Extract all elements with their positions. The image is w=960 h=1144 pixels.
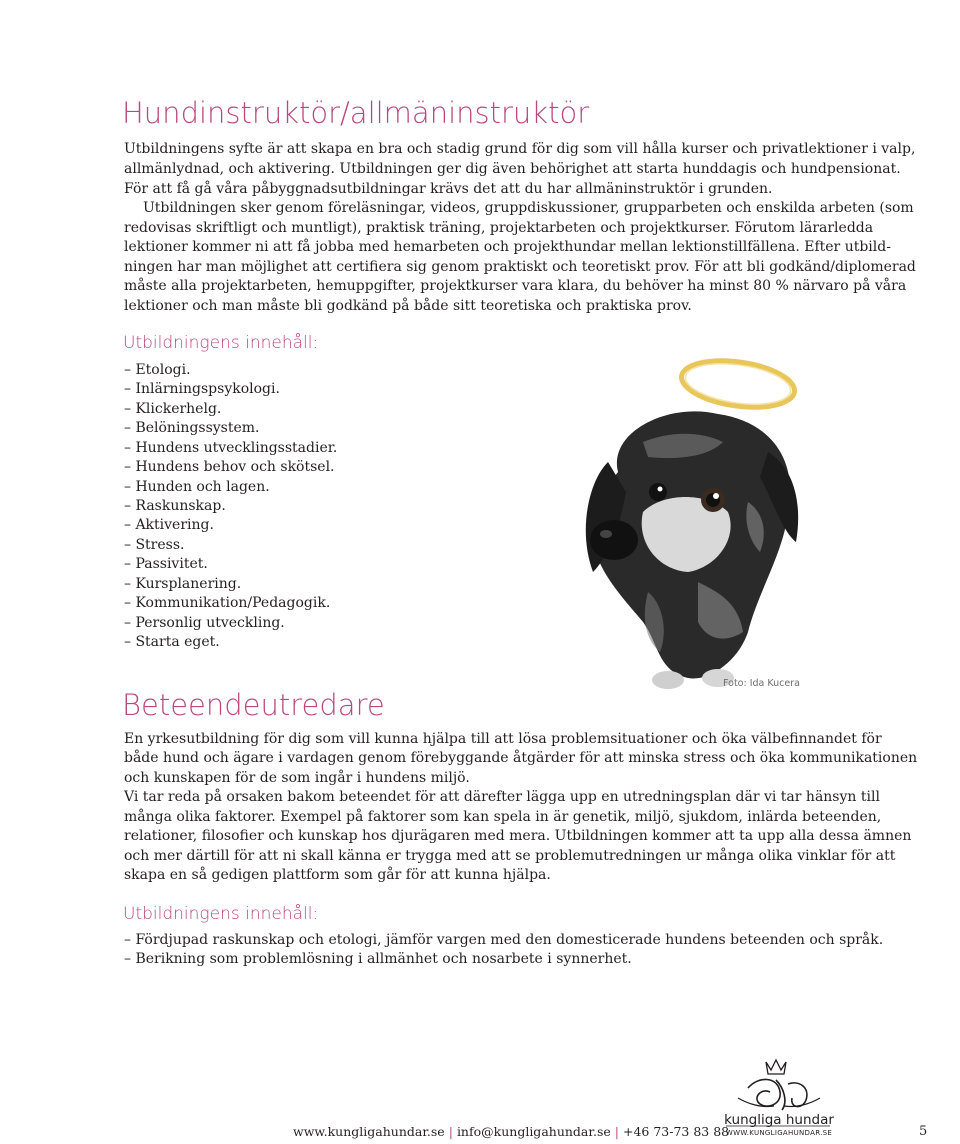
body-line: En yrkesutbildning för dig som vill kunna hjälpa till att lösa problemsituationer och öka välbefinnandet för <box>124 731 882 747</box>
list-item: – Belöningssystem. <box>124 420 260 436</box>
content-heading: Utbildningens innehåll: <box>123 904 319 924</box>
list-item: – Fördjupad raskunskap och etologi, jämför vargen med den domesticerade hundens beteenden och språk. <box>124 932 884 948</box>
body-line: måste alla projektarbeten, hemuppgifter, projektkurser vara klara, du behöver ha minst 80 % närvaro på våra <box>124 278 907 294</box>
body-line: allmänlydnad, och aktivering. Utbildningen ger dig även behörighet att starta hunddagis och hundpensionat. <box>124 161 901 177</box>
footer-phone: +46 73-73 83 88 <box>622 1124 730 1139</box>
list-item: – Stress. <box>124 537 185 553</box>
list-item: – Inlärningspsykologi. <box>124 381 280 397</box>
list-item: – Hundens utvecklingsstadier. <box>124 440 338 456</box>
content-heading: Utbildningens innehåll: <box>123 333 319 353</box>
list-item: – Personlig utveckling. <box>124 615 285 631</box>
dog-photo <box>548 342 838 696</box>
photo-credit: Foto: Ida Kucera <box>723 678 800 689</box>
list-item: – Hunden och lagen. <box>124 479 270 495</box>
list-item: – Klickerhelg. <box>124 401 222 417</box>
list-item: – Raskunskap. <box>124 498 226 514</box>
body-line: relationer, filosofier och kunskap hos djurägaren med mera. Utbildningen kommer att ta upp alla dessa ämnen <box>124 828 912 844</box>
body-line: ningen har man möjlighet att certifiera sig genom praktiskt och teoretiskt prov. För att bli godkänd/diplomerad <box>124 259 916 275</box>
footer-contact <box>293 1124 729 1139</box>
page-number: 5 <box>919 1124 928 1139</box>
body-line: Utbildningens syfte är att skapa en bra och stadig grund för dig som vill hålla kurser och privatlektioner i valp, <box>124 141 916 157</box>
body-line: lektioner och man måste bli godkänd på både sitt teoretiska och praktiska prov. <box>124 298 692 314</box>
logo-url: WWW.KUNGLIGAHUNDAR.SE <box>725 1129 833 1137</box>
list-item: – Etologi. <box>124 362 191 378</box>
puppy-with-halo-image <box>548 342 838 692</box>
body-line: lektioner kommer ni att få jobba med hemarbeten och projekthundar mellan lektionstillfällena. Efter utbild- <box>124 239 891 255</box>
body-line: redovisas skriftligt och muntligt), praktisk träning, projektarbeten och projektkurser. Förutom lärarledda <box>124 220 874 236</box>
list-item: – Aktivering. <box>124 517 214 533</box>
body-line: många olika faktorer. Exempel på faktorer som kan spela in är genetik, miljö, sjukdom, inlärda beteenden, <box>124 809 882 825</box>
body-line: skapa en så gedigen plattform som går för att kunna hjälpa. <box>124 867 551 883</box>
halo-icon <box>678 354 797 413</box>
list-item: – Hundens behov och skötsel. <box>124 459 335 475</box>
footer-separator: | <box>614 1124 619 1139</box>
body-line: Utbildningen sker genom föreläsningar, videos, gruppdiskussioner, grupparbeten och enskilda arbeten (som <box>143 200 914 216</box>
list-item: – Kursplanering. <box>124 576 242 592</box>
body-line: För att få gå våra påbyggnadsutbildningar krävs det att du har allmäninstruktör i grunden. <box>124 181 773 197</box>
logo-wordmark: kungliga hundar <box>724 1112 834 1128</box>
list-item: – Kommunikation/Pedagogik. <box>124 595 331 611</box>
list-item: – Berikning som problemlösning i allmänhet och nosarbete i synnerhet. <box>124 951 632 967</box>
section-title-hundinstruktor: Hundinstruktör/allmäninstruktör <box>122 96 590 130</box>
list-item: – Starta eget. <box>124 634 220 650</box>
list-item: – Passivitet. <box>124 556 208 572</box>
body-line: och mer därtill för att ni skall känna er trygga med att se problemutredningen ur många olika vinklar för att <box>124 848 896 864</box>
section-title-beteendeutredare: Beteendeutredare <box>122 688 385 722</box>
footer-separator: | <box>448 1124 453 1139</box>
body-line: och kunskapen för de som ingår i hundens miljö. <box>124 770 470 786</box>
body-line: både hund och ägare i vardagen genom förebyggande åtgärder för att minska stress och öka kommunikationen <box>124 750 918 766</box>
body-line: Vi tar reda på orsaken bakom beteendet för att därefter lägga upp en utredningsplan där vi tar hänsyn till <box>124 789 880 805</box>
kungliga-hundar-logo <box>718 1058 838 1144</box>
footer-website-link[interactable]: www.kungligahundar.se <box>293 1124 445 1139</box>
footer-email-link[interactable]: info@kungligahundar.se <box>456 1124 611 1139</box>
